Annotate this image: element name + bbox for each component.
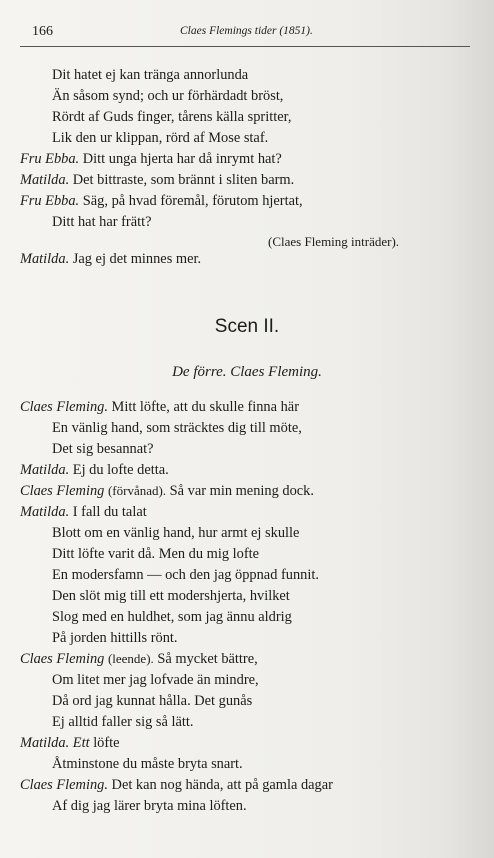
stage-direction: (leende). [107, 651, 154, 666]
scene-persons: De förre. Claes Fleming. [172, 364, 322, 380]
dialogue-line: Claes Fleming. Mitt löfte, att du skulle finna här [20, 399, 299, 415]
verse-line: Den slöt mig till ett modershjerta, hvilket [52, 588, 290, 604]
dialogue-line: Fru Ebba. Säg, på hvad föremål, förutom hjertat, [20, 193, 303, 209]
stage-direction: (förvånad). [107, 483, 167, 498]
scene-title: Scen II. [214, 316, 280, 337]
verse-line: På jorden hittills rönt. [52, 630, 178, 646]
speaker-name: Claes Fleming. [20, 399, 108, 415]
speaker-name: Matilda. [20, 251, 70, 267]
verse-line: Ditt löfte varit då. Men du mig lofte [52, 546, 260, 562]
verse-line: Lik den ur klippan, rörd af Mose staf. [52, 130, 269, 146]
verse-line: En modersfamn — och den jag öppnad funnit. [52, 567, 319, 583]
dialogue-line: Matilda. Ett löfte [20, 735, 120, 751]
speaker-name: Matilda. [20, 504, 70, 520]
verse-line: Dit hatet ej kan tränga annorlunda [52, 67, 249, 83]
stage-direction: (Claes Fleming inträder). [268, 234, 400, 249]
verse-line: En vänlig hand, som sträcktes dig till möte, [52, 420, 302, 436]
verse-line: Då ord jag kunnat hålla. Det gunås [52, 693, 253, 709]
page-header [20, 24, 460, 44]
verse-line: Slog med en huldhet, som jag ännu aldrig [52, 609, 292, 625]
dialogue-line: Claes Fleming (leende). Så mycket bättre, [20, 651, 258, 667]
speaker-name: Fru Ebba. [20, 151, 80, 167]
speaker-name: Fru Ebba. [20, 193, 80, 209]
verse-line: Ditt hat har frätt? [52, 214, 152, 230]
verse-line: Än såsom synd; och ur förhärdadt bröst, [52, 88, 284, 104]
dialogue-line: Claes Fleming. Det kan nog hända, att på gamla dagar [20, 777, 333, 793]
dialogue-line: Matilda. I fall du talat [20, 504, 147, 520]
dialogue-line: Fru Ebba. Ditt unga hjerta har då inrymt hat? [20, 151, 282, 167]
verse-line: Om litet mer jag lofvade än mindre, [52, 672, 259, 688]
dialogue-line: Claes Fleming (förvånad). Så var min mening dock. [20, 483, 314, 499]
verse-line: Blott om en vänlig hand, hur armt ej skulle [52, 525, 300, 541]
verse-line: Åtminstone du måste bryta snart. [52, 756, 243, 772]
verse-line: Ej alltid faller sig så lätt. [52, 714, 194, 730]
page-number: 166 [32, 24, 53, 39]
speaker-name: Matilda. [20, 735, 70, 751]
speaker-name: Matilda. [20, 172, 70, 188]
verse-line: Det sig besannat? [52, 441, 154, 457]
running-title: Claes Flemings tider (1851). [180, 25, 313, 37]
dialogue-line: Matilda. Jag ej det minnes mer. [20, 251, 202, 267]
speaker-name: Claes Fleming [20, 651, 105, 667]
dialogue-line: Matilda. Det bittraste, som brännt i sliten barm. [20, 172, 295, 188]
speaker-name: Claes Fleming [20, 483, 105, 499]
verse-line: Af dig jag lärer bryta mina löften. [52, 798, 247, 814]
dialogue-line: Matilda. Ej du lofte detta. [20, 462, 169, 478]
speaker-name: Claes Fleming. [20, 777, 108, 793]
verse-line: Rördt af Guds finger, tårens källa spritter, [52, 109, 292, 125]
speaker-name: Matilda. [20, 462, 70, 478]
header-rule [20, 46, 470, 47]
emphasis: Ett [72, 735, 90, 751]
